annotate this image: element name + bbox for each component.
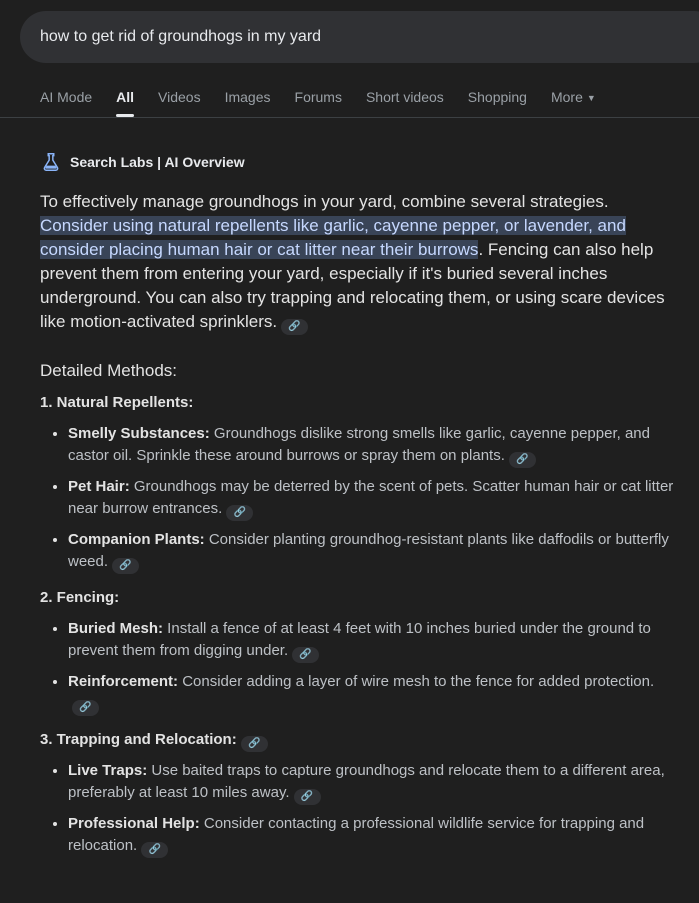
link-icon[interactable]: 🔗 (294, 789, 321, 805)
tab-videos[interactable]: Videos (158, 89, 201, 105)
tab-short-videos[interactable]: Short videos (365, 89, 444, 105)
tab-forums[interactable]: Forums (294, 89, 342, 105)
list-item: • Pet Hair: Groundhogs may be deterred by the scent of pets. Scatter human hair or cat litter near burrow entrances. 🔗 (68, 476, 680, 521)
list-item: • Professional Help: Consider contacting a professional wildlife service for trapping and relocation. 🔗 (68, 813, 680, 858)
ai-overview-label: Search Labs | AI Overview (70, 154, 245, 170)
summary-highlight: Consider using natural repellents like garlic, cayenne pepper, or lavender, and consider placing human hair or cat litter near their burrows (40, 216, 626, 259)
ai-overview-header (40, 151, 245, 173)
bullet-list (40, 618, 680, 716)
section-fencing (40, 586, 680, 716)
ai-overview-content (40, 190, 680, 870)
detailed-heading: Detailed Methods: (40, 361, 178, 380)
tab-more[interactable]: More ▼ (550, 89, 596, 105)
bullet-list (40, 423, 680, 574)
list-item: • Smelly Substances: Groundhogs dislike strong smells like garlic, cayenne pepper, and castor oil. Sprinkle these around burrows or spray them on plants. 🔗 (68, 423, 680, 468)
summary-text: To effectively manage groundhogs in your yard, combine several strategies. (40, 192, 609, 211)
list-item: • Reinforcement: Consider adding a layer of wire mesh to the fence for added protection. 🔗 (68, 671, 680, 716)
tab-all[interactable]: All (116, 86, 134, 118)
link-icon[interactable]: 🔗 (281, 319, 308, 335)
overview-summary (40, 190, 680, 335)
search-tabs (40, 86, 620, 118)
link-icon[interactable]: 🔗 (112, 558, 139, 574)
list-item: • Live Traps: Use baited traps to capture groundhogs and relocate them to a different area, preferably at least 10 miles away. 🔗 (68, 760, 680, 805)
link-icon[interactable]: 🔗 (509, 452, 536, 468)
link-icon[interactable]: 🔗 (226, 505, 253, 521)
list-item: • Companion Plants: Consider planting groundhog-resistant plants like daffodils or butterfly weed. 🔗 (68, 529, 680, 574)
list-item: • Buried Mesh: Install a fence of at least 4 feet with 10 inches buried under the ground to prevent them from digging under. 🔗 (68, 618, 680, 663)
link-icon[interactable]: 🔗 (292, 647, 319, 663)
section-natural-repellents (40, 391, 680, 574)
link-icon[interactable]: 🔗 (141, 842, 168, 858)
summary-text: . Fencing can also help prevent them from entering your yard, especially if it's buried several inches underground. You can also try trapping and relocating them, or using scare devices like motion-activated sprinklers. (40, 240, 665, 331)
link-icon[interactable]: 🔗 (241, 736, 268, 752)
bullet-list (40, 760, 680, 858)
tabs-divider (0, 117, 699, 118)
link-icon[interactable]: 🔗 (72, 700, 99, 716)
search-input[interactable] (20, 11, 699, 63)
flask-icon (40, 151, 62, 173)
caret-down-icon: ▼ (586, 93, 596, 103)
tab-images[interactable]: Images (224, 89, 271, 105)
section-title: 1. Natural Repellents: (40, 394, 194, 411)
tab-ai-mode[interactable]: AI Mode (40, 89, 93, 105)
search-query: how to get rid of groundhogs in my yard (40, 28, 322, 45)
tab-shopping[interactable]: Shopping (467, 89, 527, 105)
section-title: 2. Fencing: (40, 589, 120, 606)
section-title: 3. Trapping and Relocation: 🔗 (40, 728, 680, 752)
section-trapping (40, 728, 680, 858)
